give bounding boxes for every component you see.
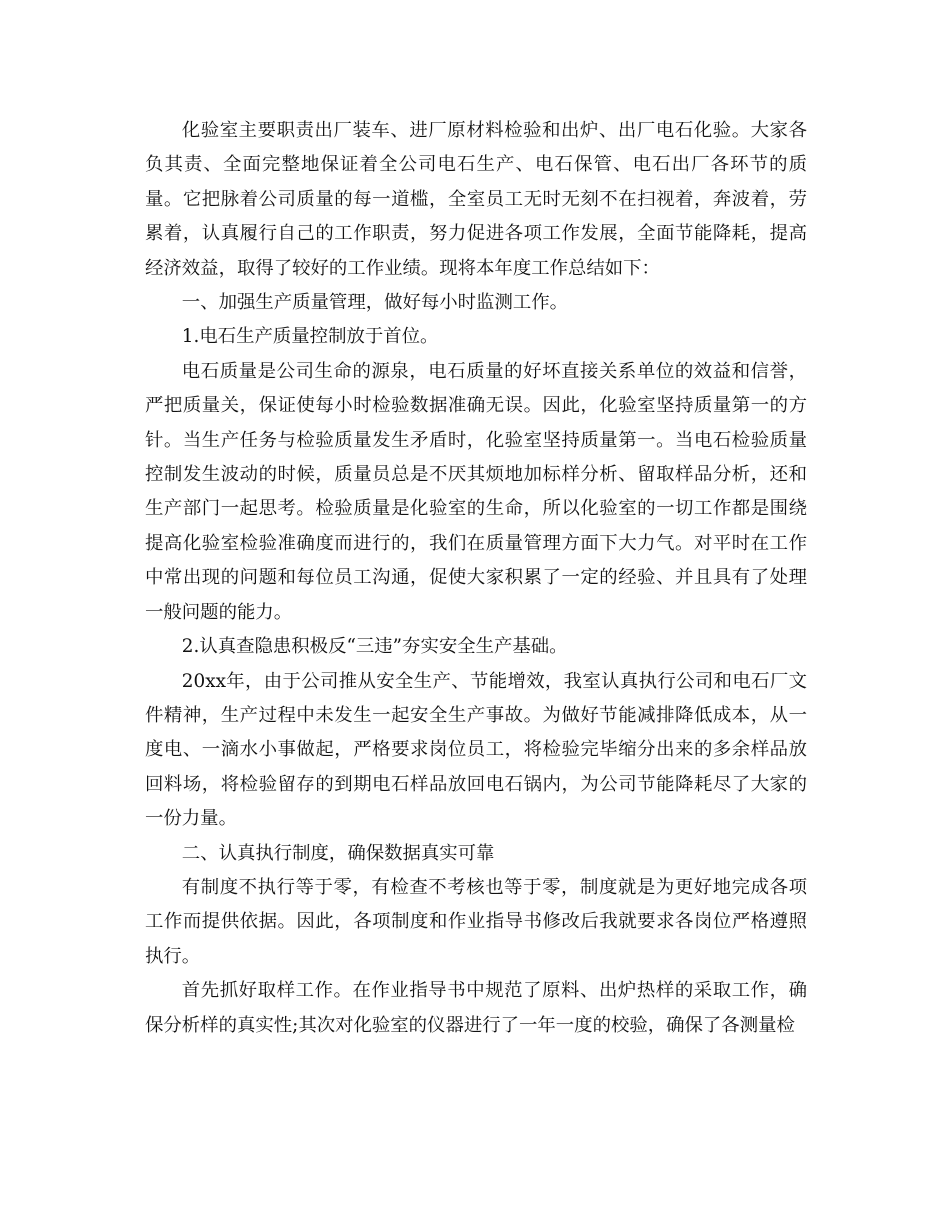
body-paragraph-safety: 20xx年，由于公司推从安全生产、节能增效，我室认真执行公司和电石厂文件精神，生产过程中未发生一起安全生产事故。为做好节能减排降低成本，从一度电、一滴水小事做起，严格要求岗位员工，将检验完毕缩分出来的多余样品放回料场，将检验留存的到期电石样品放回电石锅内，为公司节能降耗尽了大家的一份力量。 (145, 670, 807, 830)
intro-paragraph: 化验室主要职责出厂装车、进厂原材料检验和出炉、出厂电石化验。大家各负其责、全面完整地保证着全公司电石生产、电石保管、电石出厂各环节的质量。它把脉着公司质量的每一道槛，全室员工无时无刻不在扫视着，奔波着，劳累着，认真履行自己的工作职责，努力促进各项工作发展，全面节能降耗，提高经济效益，取得了较好的工作业绩。现将本年度工作总结如下： (145, 120, 807, 279)
document-body (145, 114, 807, 1043)
body-paragraph-sampling: 首先抓好取样工作。在作业指导书中规范了原料、出炉热样的采取工作，确保分析样的真实性;其次对化验室的仪器进行了一年一度的校验，确保了各测量检 (145, 980, 807, 1036)
section-heading-1: 一、加强生产质量管理，做好每小时监测工作。 (181, 292, 569, 314)
body-paragraph-quality: 电石质量是公司生命的源泉，电石质量的好坏直接关系单位的效益和信誉，严把质量关，保证使每小时检验数据准确无误。因此，化验室坚持质量第一的方针。当生产任务与检验质量发生矛盾时，化验室坚持质量第一。当电石检验质量控制发生波动的时候，质量员总是不厌其烦地加标样分析、留取样品分析，还和生产部门一起思考。检验质量是化验室的生命，所以化验室的一切工作都是围绕提高化验室检验准确度而进行的，我们在质量管理方面下大力气。对平时在工作中常出现的问题和每位员工沟通，促使大家积累了一定的经验、并且具有了处理一般问题的能力。 (145, 360, 807, 623)
subsection-heading-2: 2.认真查隐患积极反“三违”夯实安全生产基础。 (181, 636, 568, 658)
section-heading-2: 二、认真执行制度，确保数据真实可靠 (181, 842, 495, 864)
subsection-heading-1: 1.电石生产质量控制放于首位。 (181, 326, 439, 348)
body-paragraph-rules: 有制度不执行等于零，有检查不考核也等于零，制度就是为更好地完成各项工作而提供依据。因此，各项制度和作业指导书修改后我就要求各岗位严格遵照执行。 (145, 876, 807, 967)
